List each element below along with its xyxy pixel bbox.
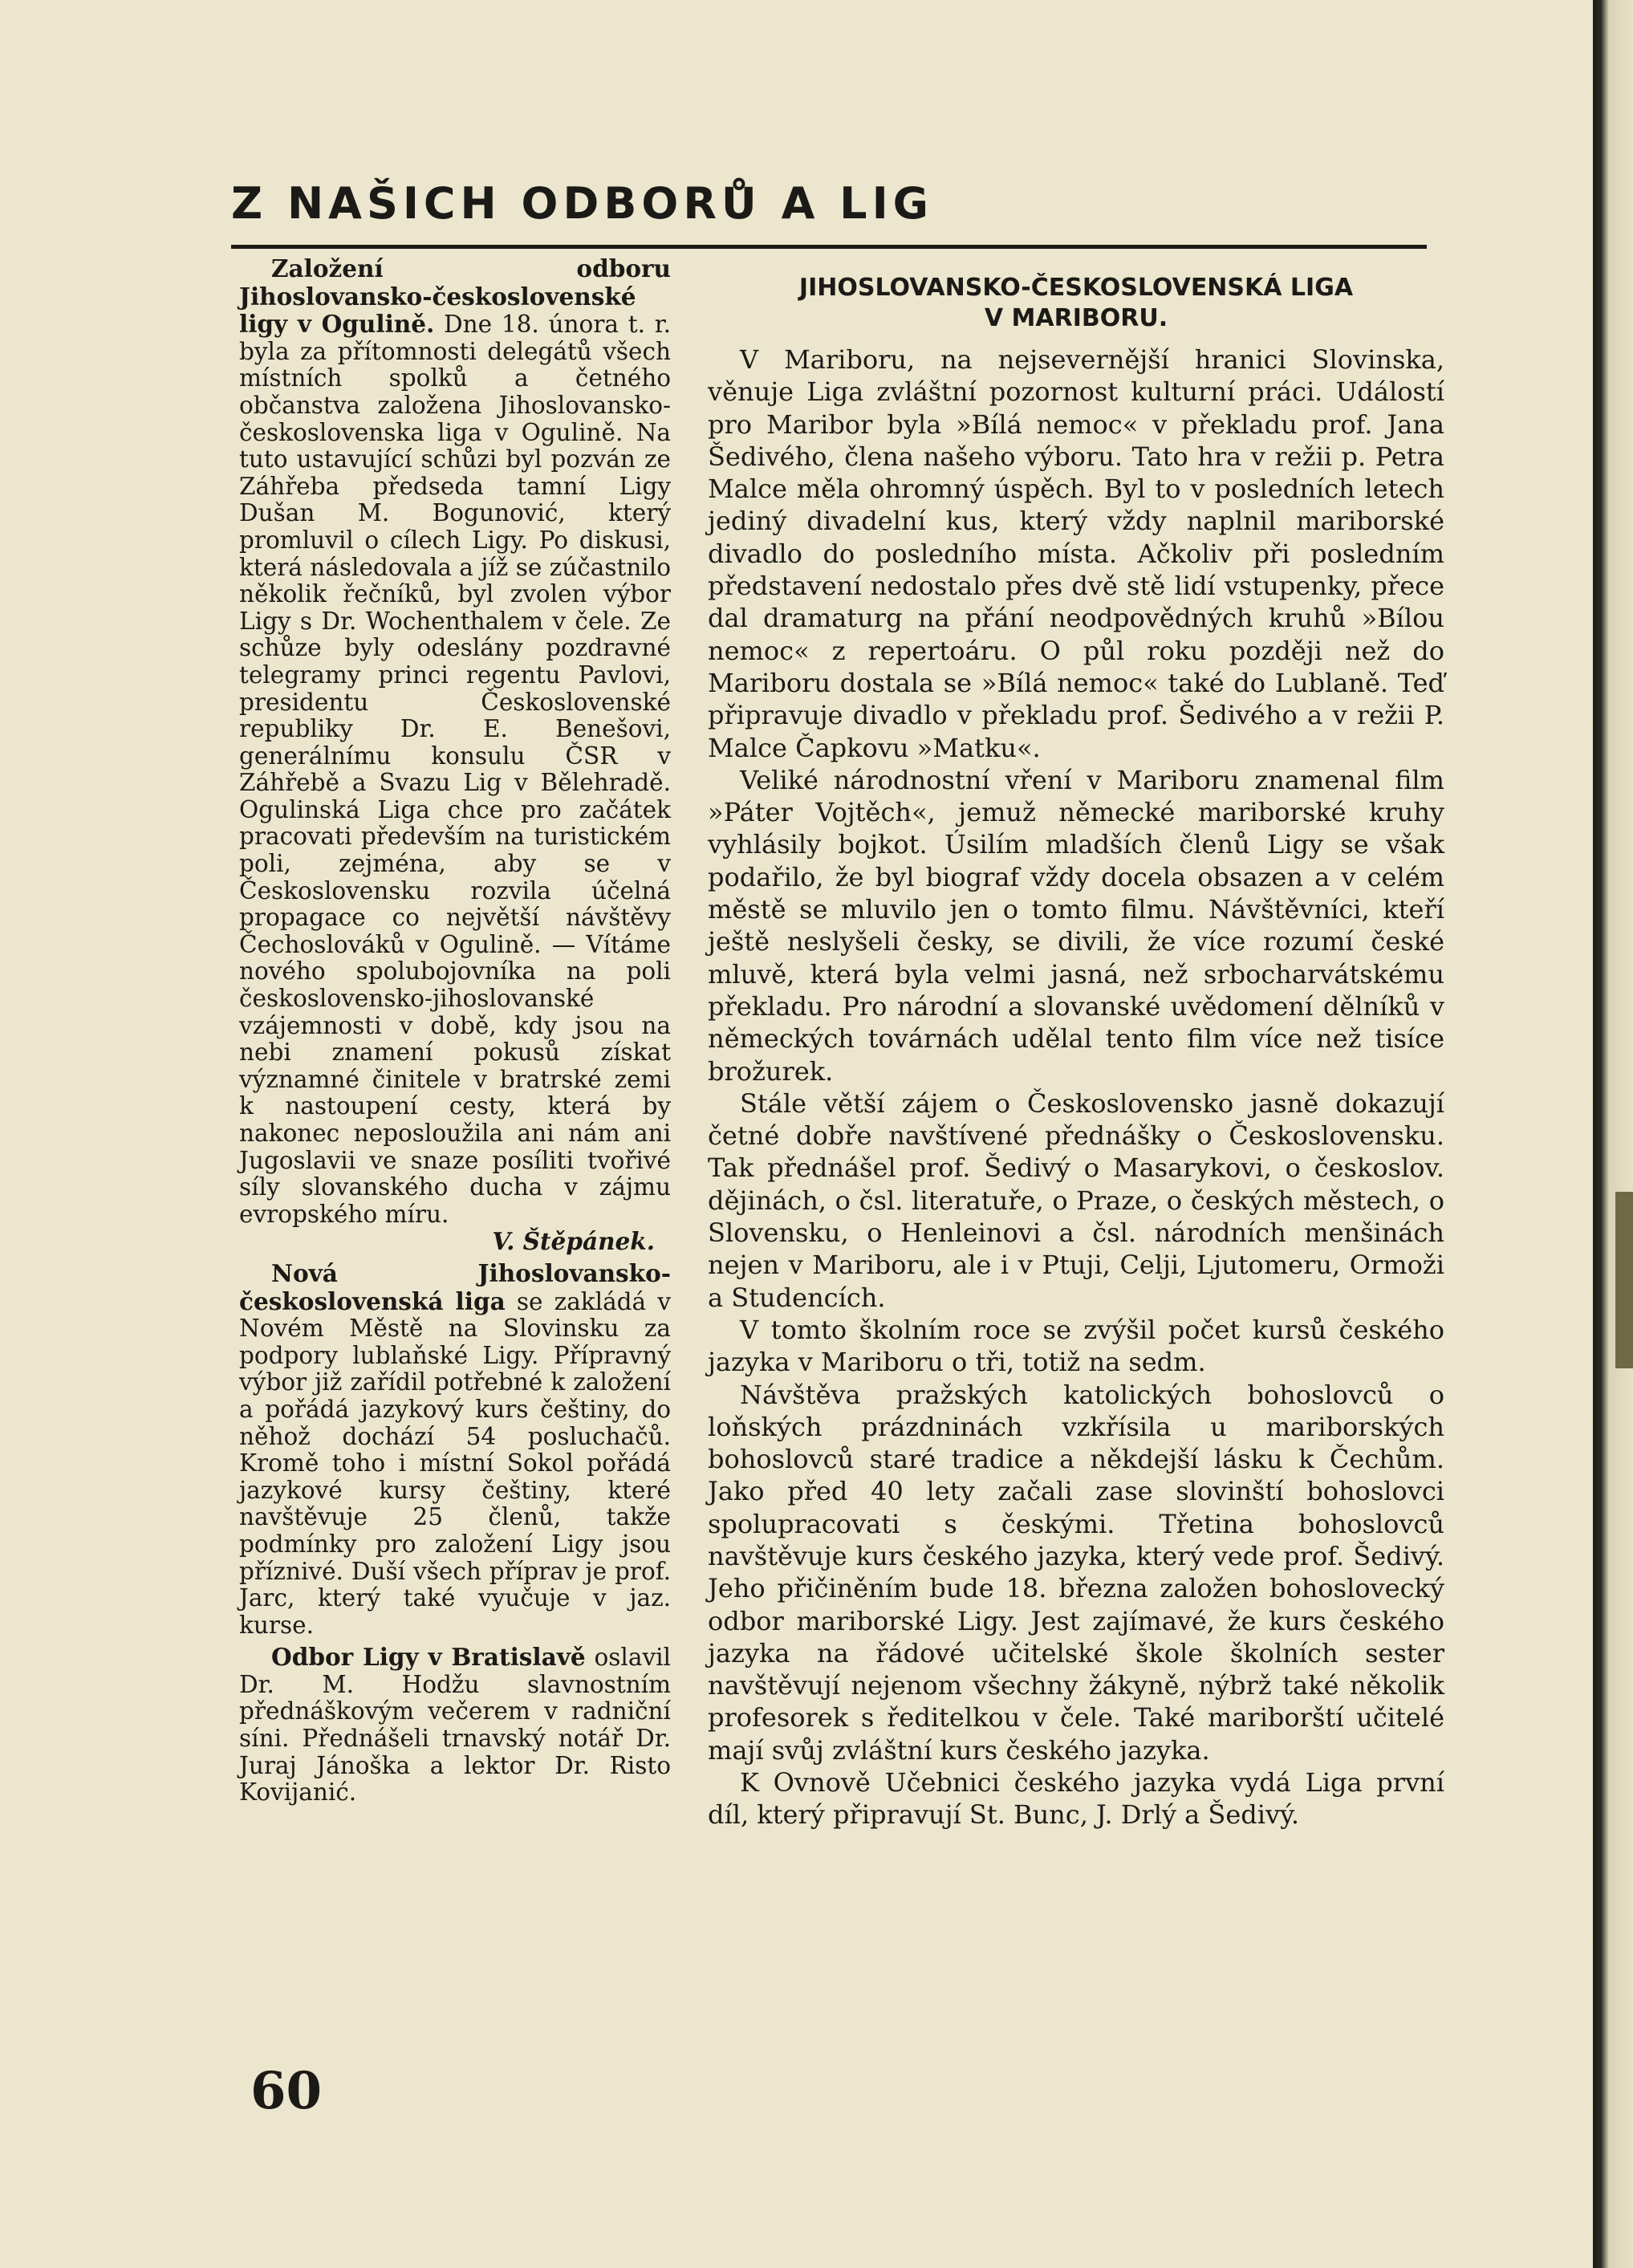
article-novo-mesto: [239, 1260, 671, 1639]
article-bratislava-lead: Odbor Ligy v Bratislavě: [271, 1643, 586, 1672]
left-column: [239, 255, 671, 1807]
article-ogulin: [239, 255, 671, 1228]
paragraph: Stále větší zájem o Československo jasně dokazují četné dobře navštívené přednášky o Československu. Tak přednášel prof. Šedivý o Masarykovi, o českoslov. dějinách, o čsl. literatuře, o Praze, o českých městech, o Slovensku, o Henleinovi a čsl. národních menšinách nejen v Mariboru, ale i v Ptuji, Celji, Ljutomeru, Ormoži a Studencích.: [708, 1087, 1444, 1313]
article-title-line1: JIHOSLOVANSKO-ČESKOSLOVENSKÁ LIGA: [798, 274, 1354, 302]
paragraph: V Mariboru, na nejsevernější hranici Slovinska, věnuje Liga zvláštní pozornost kulturní práci. Událostí pro Maribor byla »Bílá nemoc« v překladu prof. Jana Šedivého, člena našeho výboru. Tato hra v režii p. Petra Malce měla ohromný úspěch. Byl to v posledních letech jediný divadelní kus, který vždy naplnil mariborské divadlo do posledního místa. Ačkoliv při posledním představení nedostalo přes dvě stě lidí vstupenky, přece dal dramaturg na přání neodpovědných kruhů »Bílou nemoc« z repertoáru. O půl roku později než do Mariboru dostala se »Bílá nemoc« také do Lublaně. Teď připravuje divadlo v překladu prof. Šedivého a v režii P. Malce Čapkovu »Matku«.: [708, 344, 1444, 763]
article-ogulin-lead: Založení odboru Jihoslovansko-československé ligy v Ogulině.: [239, 254, 671, 339]
article-title-line2: V MARIBORU.: [984, 304, 1168, 332]
right-column: [708, 273, 1444, 1831]
signature: V. Štěpánek.: [492, 1227, 655, 1256]
paragraph: K Ovnově Učebnici českého jazyka vydá Liga první díl, který připravují St. Bunc, J. Drlý a Šedivý.: [708, 1767, 1444, 1831]
paragraph: Návštěva pražských katolických bohoslovců o loňských prázdninách vzkřísila u mariborských bohoslovců staré tradice a někdejší lásku k Čechům. Jako před 40 lety začali zase slovinští bohoslovci spolupracovati s českými. Třetina bohoslovců navštěvuje kurs českého jazyka, který vede prof. Šedivý. Jeho přičiněním bude 18. března založen bohoslovecký odbor mariborské Ligy. Jest zajímavé, že kurs českého jazyka na řádové učitelské škole školních sester navštěvují nejenom všechny žákyně, nýbrž také několik profesorek s ředitelkou v čele. Také mariborští učitelé mají svůj zvláštní kurs českého jazyka.: [708, 1379, 1444, 1766]
article-title: [708, 273, 1444, 334]
paragraph: V tomto školním roce se zvýšil počet kursů českého jazyka v Mariboru o tři, totiž na sedm.: [708, 1314, 1444, 1378]
heading-rule: [231, 245, 1427, 249]
article-novo-mesto-text: se zakládá v Novém Městě na Slovinsku za podpory lublaňské Ligy. Přípravný výbor již zařídil potřebné k založení a pořádá jazykový kurs češtiny, do něhož dochází 54 posluchačů. Kromě toho i místní Sokol pořádá jazykové kursy češtiny, které navštěvuje 25 členů, takže podmínky pro založení Ligy jsou příznivé. Duší všech příprav je prof. Jarc, který také vyučuje v jaz. kurse.: [239, 1287, 671, 1639]
book-gutter: [1593, 0, 1633, 2268]
article-bratislava-text: oslavil Dr. M. Hodžu slavnostním přednáškovým večerem v radniční síni. Přednášeli trnavský notář Dr. Juraj Jánoška a lektor Dr. Risto Kovijanić.: [239, 1644, 671, 1807]
article-novo-mesto-lead: Nová Jihoslovansko-československá liga: [239, 1258, 671, 1315]
paragraph: Veliké národnostní vření v Mariboru znamenal film »Páter Vojtěch«, jemuž německé mariborské kruhy vyhlásily bojkot. Úsilím mladších členů Ligy se však podařilo, že byl biograf vždy docela obsazen a v celém městě se mluvilo jen o tomto filmu. Návštěvníci, kteří ještě neslyšeli česky, se divili, že více rozumí české mluvě, která byla velmi jasná, než srbocharvátskému překladu. Pro národní a slovanské uvědomení dělníků v německých továrnách udělal tento film více než tisíce brožurek.: [708, 764, 1444, 1087]
page-number: 60: [250, 2061, 323, 2121]
article-bratislava: [239, 1644, 671, 1807]
gutter-mark: [1615, 1192, 1633, 1368]
section-heading: Z NAŠICH ODBORŮ A LIG: [231, 178, 933, 229]
article-ogulin-text: Dne 18. února t. r. byla za přítomnosti delegátů všech místních spolků a četného občanstva založena Jihoslovansko-československa liga v Ogulině. Na tuto ustavující schůzi byl pozván ze Záhřeba předseda tamní Ligy Dušan M. Bogunović, který promluvil o cílech Ligy. Po diskusi, která následovala a jíž se zúčastnilo několik řečníků, byl zvolen výbor Ligy s Dr. Wochenthalem v čele. Ze schůze byly odeslány pozdravné telegramy princi regentu Pavlovi, presidentu Československé republiky Dr. E. Benešovi, generálnímu konsulu ČSR v Záhřebě a Svazu Lig v Bělehradě. Ogulinská Liga chce pro začátek pracovati především na turistickém poli, zejména, aby se v Československu rozvila účelná propagace co největší návštěvy Čechoslováků v Ogulině. — Vítáme nového spolubojovníka na poli československo-jihoslovanské vzájemnosti v době, kdy jsou na nebi znamení pokusů získat významné činitele v bratrské zemi k nastoupení cesty, která by nakonec neposloužila ani nám ani Jugoslavii ve snaze posíliti tvořivé síly slovanského ducha v zájmu evropského míru.: [239, 311, 671, 1228]
